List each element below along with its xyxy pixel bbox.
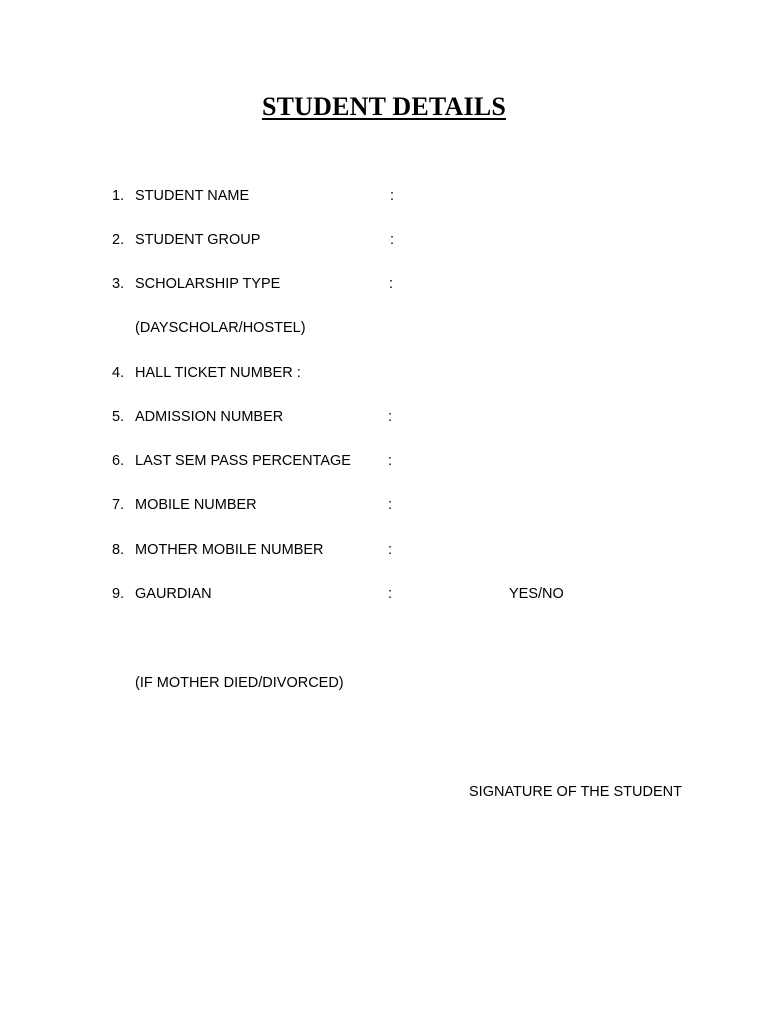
- field-number: 2.: [112, 232, 125, 248]
- field-label: LAST SEM PASS PERCENTAGE: [135, 453, 351, 469]
- field-number: 5.: [112, 409, 125, 425]
- field-separator: :: [388, 409, 393, 425]
- field-answer-options: YES/NO: [509, 586, 564, 602]
- field-label: STUDENT GROUP: [135, 232, 261, 248]
- field-label: MOBILE NUMBER: [135, 497, 257, 513]
- field-note: (DAYSCHOLAR/HOSTEL): [135, 320, 306, 336]
- field-separator: :: [388, 497, 393, 513]
- field-label: HALL TICKET NUMBER :: [135, 365, 301, 381]
- field-number: 8.: [112, 542, 125, 558]
- field-label: MOTHER MOBILE NUMBER: [135, 542, 324, 558]
- field-label: STUDENT NAME: [135, 188, 250, 204]
- signature-label: SIGNATURE OF THE STUDENT: [469, 784, 682, 800]
- field-separator: :: [390, 188, 395, 204]
- field-number: 1.: [112, 188, 125, 204]
- field-number: 7.: [112, 497, 125, 513]
- field-label: ADMISSION NUMBER: [135, 409, 284, 425]
- field-number: 4.: [112, 365, 125, 381]
- field-note: (IF MOTHER DIED/DIVORCED): [135, 675, 344, 691]
- field-number: 9.: [112, 586, 125, 602]
- page-title: STUDENT DETAILS: [261, 92, 507, 121]
- field-separator: :: [389, 276, 394, 292]
- field-separator: :: [388, 453, 393, 469]
- field-number: 6.: [112, 453, 125, 469]
- field-separator: :: [388, 542, 393, 558]
- field-number: 3.: [112, 276, 125, 292]
- field-label: GAURDIAN: [135, 586, 212, 602]
- field-separator: :: [388, 586, 393, 602]
- field-separator: :: [390, 232, 395, 248]
- field-label: SCHOLARSHIP TYPE: [135, 276, 281, 292]
